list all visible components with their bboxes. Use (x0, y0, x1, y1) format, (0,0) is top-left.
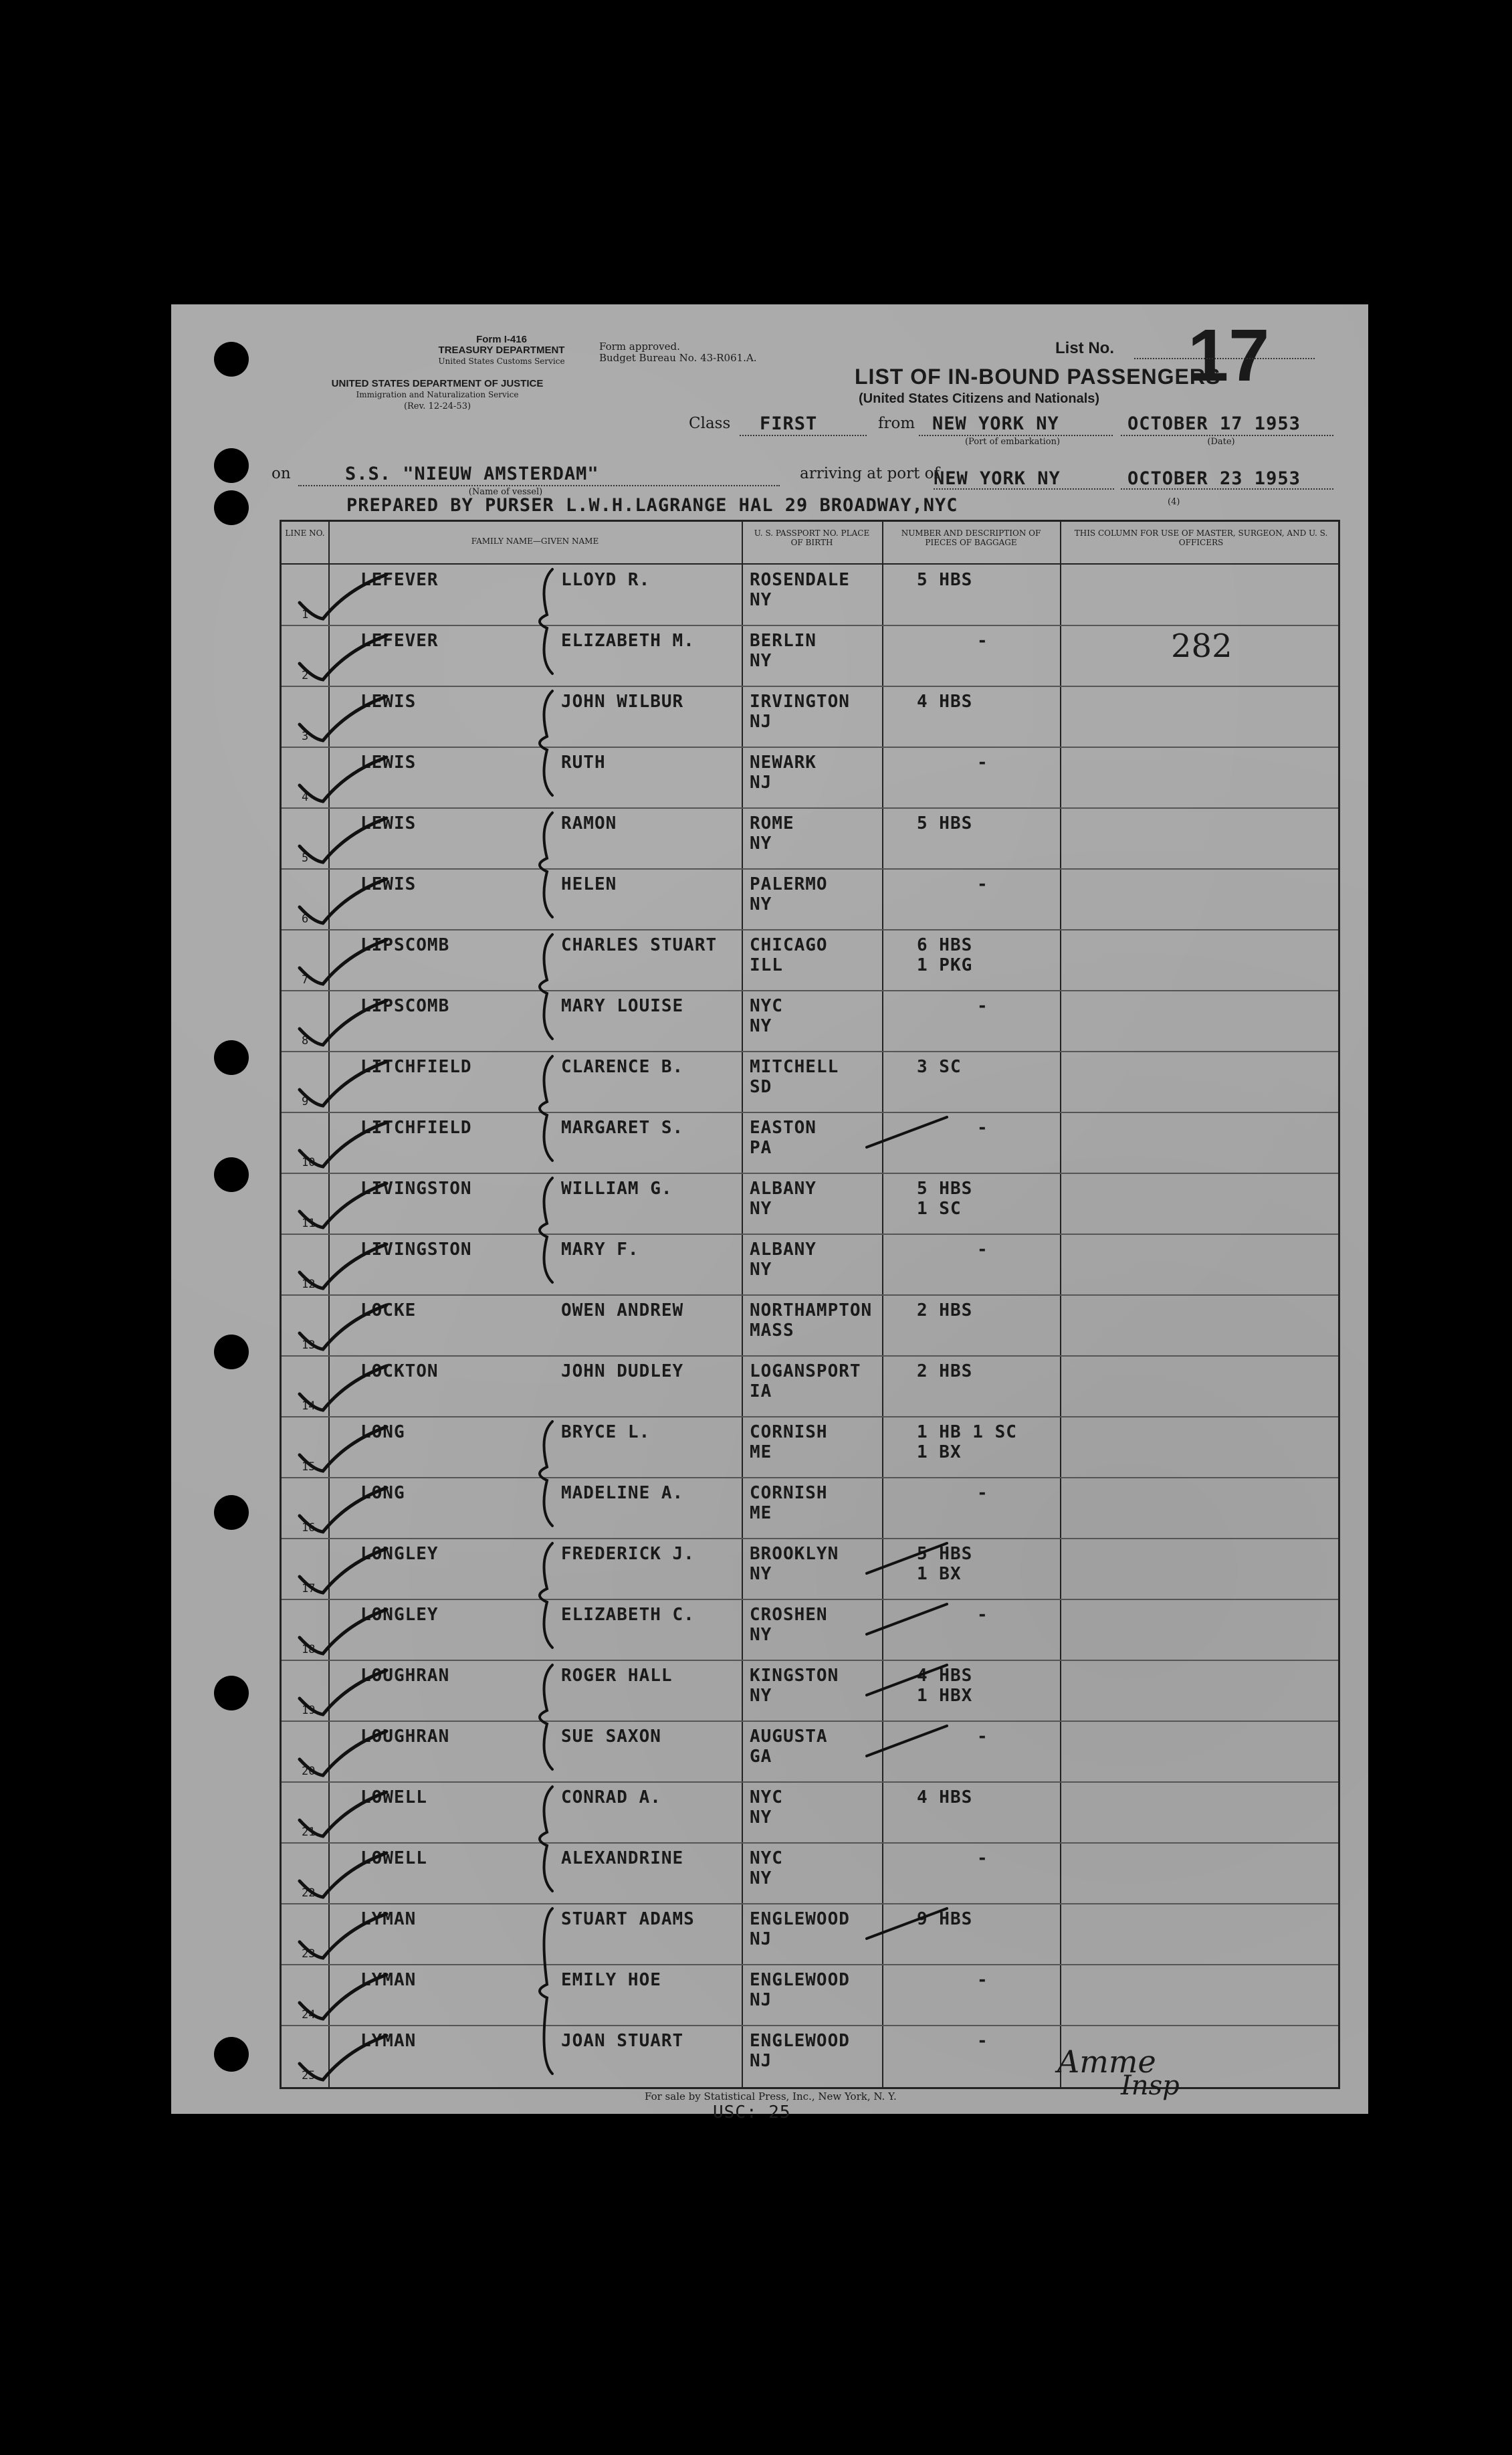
baggage: 9 HBS (917, 1909, 973, 1929)
birth-state: NY (750, 1625, 772, 1645)
given-name: RUTH (561, 753, 606, 773)
check-mark (300, 1062, 387, 1106)
check-mark (867, 1726, 947, 1756)
baggage: - (977, 1240, 988, 1260)
birth-place: NORTHAMPTON (750, 1300, 873, 1320)
given-name: JOAN STUART (561, 2031, 684, 2051)
given-name: MARGARET S. (561, 1118, 684, 1138)
check-mark (867, 1543, 947, 1573)
family-name: LEWIS (360, 813, 417, 833)
check-mark (300, 879, 387, 923)
birth-place: AUGUSTA (750, 1727, 828, 1747)
birth-state: NY (750, 833, 772, 854)
line-number: 22 (302, 1886, 316, 1900)
given-name: CHARLES STUART (561, 935, 718, 955)
family-name: LEWIS (360, 753, 417, 773)
given-name: OWEN ANDREW (561, 1300, 684, 1320)
check-mark (540, 813, 552, 917)
departure-date: OCTOBER 17 1953 (1127, 413, 1301, 434)
check-mark (300, 1122, 387, 1167)
birth-place: ENGLEWOOD (750, 1909, 850, 1929)
birth-state: NY (750, 1564, 772, 1584)
line-number: 23 (302, 1947, 316, 1961)
line-number: 6 (302, 912, 309, 926)
class-value: FIRST (760, 413, 818, 434)
family-name: LOCKTON (360, 1361, 439, 1381)
line-number: 19 (302, 1704, 316, 1717)
birth-state: NY (750, 1016, 772, 1036)
document-page (171, 304, 1368, 2123)
birth-place: CHICAGO (750, 935, 828, 955)
check-mark (300, 1305, 387, 1349)
baggage: - (977, 1970, 988, 1990)
birth-state: ME (750, 1442, 772, 1462)
printer-note: For sale by Statistical Press, Inc., New York, N. Y. (645, 2090, 897, 2102)
check-mark (300, 1488, 387, 1532)
customs-service: United States Customs Service (438, 357, 565, 366)
check-mark (300, 940, 387, 984)
baggage: 2 HBS (917, 1361, 973, 1381)
check-mark (300, 1244, 387, 1288)
birth-state: NJ (750, 2051, 772, 2071)
birth-place: LOGANSPORT (750, 1361, 861, 1381)
birth-state: NY (750, 1868, 772, 1888)
baggage: - (977, 2031, 988, 2051)
line-number: 21 (302, 1826, 316, 1839)
line-number: 16 (302, 1521, 316, 1535)
justice-dept: UNITED STATES DEPARTMENT OF JUSTICE (331, 378, 544, 389)
family-name: LONG (360, 1422, 405, 1442)
embark-caption: (Port of embarkation) (964, 437, 1061, 447)
family-name: LEWIS (360, 874, 417, 894)
given-name: MARY F. (561, 1240, 639, 1260)
birth-state: NY (750, 651, 772, 671)
note-mark: (4) (1168, 497, 1180, 507)
family-name: LEFEVER (360, 631, 439, 651)
baggage: 4 HBS (917, 1666, 973, 1686)
check-mark (867, 1604, 947, 1634)
line-number: 8 (302, 1034, 309, 1048)
birth-state: NY (750, 1260, 772, 1280)
line-number: 14 (302, 1399, 316, 1413)
check-mark (867, 1908, 947, 1939)
baggage-extra: 1 HBX (917, 1686, 973, 1706)
check-mark (300, 696, 387, 741)
baggage-extra: 1 PKG (917, 955, 973, 975)
birth-place: CORNISH (750, 1422, 828, 1442)
given-name: ELIZABETH M. (561, 631, 695, 651)
baggage-extra: 1 SC (917, 1199, 962, 1219)
check-mark (300, 1427, 387, 1471)
header-name: FAMILY NAME—GIVEN NAME (471, 536, 599, 546)
birth-state: NY (750, 1807, 772, 1828)
family-name: LOCKE (360, 1300, 417, 1320)
birth-place: ALBANY (750, 1240, 817, 1260)
on-label: on (272, 465, 291, 482)
birth-place: ENGLEWOOD (750, 1970, 850, 1990)
check-mark (300, 1609, 387, 1654)
family-name: LOUGHRAN (360, 1727, 450, 1747)
check-mark (300, 1792, 387, 1836)
check-mark (300, 575, 387, 619)
given-name: HELEN (561, 874, 617, 894)
baggage: 1 HB 1 SC (917, 1422, 1017, 1442)
family-name: LYMAN (360, 2031, 417, 2051)
baggage-extra: 1 BX (917, 1564, 962, 1584)
header-line-no: LINE NO. (285, 528, 325, 538)
baggage-extra: 1 BX (917, 1442, 962, 1462)
birth-place: NYC (750, 1848, 783, 1868)
family-name: LIVINGSTON (360, 1240, 472, 1260)
arrival-date: OCTOBER 23 1953 (1127, 468, 1301, 489)
birth-place: NYC (750, 1787, 783, 1807)
birth-place: PALERMO (750, 874, 828, 894)
line-number: 9 (302, 1095, 309, 1108)
family-name: LEWIS (360, 692, 417, 712)
baggage: - (977, 874, 988, 894)
family-name: LONGLEY (360, 1544, 439, 1564)
check-mark (300, 1731, 387, 1775)
baggage: - (977, 1483, 988, 1503)
line-number: 17 (302, 1582, 316, 1595)
check-mark (300, 1853, 387, 1897)
line-number: 25 (302, 2069, 316, 2082)
check-mark (300, 1670, 387, 1714)
birth-state: GA (750, 1747, 772, 1767)
family-name: LIVINGSTON (360, 1179, 472, 1199)
budget-bureau: Budget Bureau No. 43-R061.A. (599, 352, 757, 364)
birth-place: BROOKLYN (750, 1544, 839, 1564)
baggage: 6 HBS (917, 935, 973, 955)
given-name: JOHN DUDLEY (561, 1361, 684, 1381)
line-number: 10 (302, 1156, 316, 1169)
check-mark (300, 1366, 387, 1410)
birth-place: NEWARK (750, 753, 817, 773)
family-name: LYMAN (360, 1909, 417, 1929)
given-name: LLOYD R. (561, 570, 651, 590)
given-name: MADELINE A. (561, 1483, 684, 1503)
check-mark (540, 1787, 552, 1891)
line-number: 12 (302, 1278, 316, 1291)
given-name: ALEXANDRINE (561, 1848, 684, 1868)
birth-state: NJ (750, 1929, 772, 1949)
prepared-by: PREPARED BY PURSER L.W.H.LAGRANGE HAL 29 BROADWAY,NYC (346, 495, 958, 516)
birth-place: IRVINGTON (750, 692, 850, 712)
check-mark (540, 1056, 552, 1161)
line-number: 13 (302, 1339, 316, 1352)
check-mark (540, 935, 552, 1039)
family-name: LYMAN (360, 1970, 417, 1990)
handwritten-marks (171, 304, 1368, 2114)
baggage: - (977, 996, 988, 1016)
line-number: 20 (302, 1765, 316, 1778)
birth-state: NY (750, 1686, 772, 1706)
birth-place: NYC (750, 996, 783, 1016)
line-number: 2 (302, 669, 309, 682)
given-name: ELIZABETH C. (561, 1605, 695, 1625)
check-mark (300, 1549, 387, 1593)
baggage: - (977, 1848, 988, 1868)
birth-state: MASS (750, 1320, 794, 1341)
birth-state: NY (750, 590, 772, 610)
usc-stamp: USC: 25 (713, 2102, 791, 2123)
check-mark (867, 1665, 947, 1695)
check-mark (300, 2036, 387, 2080)
vessel-name: S.S. "NIEUW AMSTERDAM" (345, 464, 599, 484)
birth-place: ENGLEWOOD (750, 2031, 850, 2051)
date-caption: (Date) (1207, 437, 1235, 447)
baggage: - (977, 753, 988, 773)
list-number: 17 (1188, 314, 1270, 397)
check-mark (300, 757, 387, 801)
line-number: 18 (302, 1643, 316, 1656)
form-subtitle: (United States Citizens and Nationals) (859, 391, 1100, 406)
baggage: 5 HBS (917, 1544, 973, 1564)
birth-state: ILL (750, 955, 783, 975)
form-approved: Form approved. (599, 340, 680, 353)
birth-place: MITCHELL (750, 1057, 839, 1077)
check-mark (540, 1543, 552, 1648)
baggage: 4 HBS (917, 1787, 973, 1807)
family-name: LONG (360, 1483, 405, 1503)
line-number: 1 (302, 608, 309, 621)
line-number: 3 (302, 730, 309, 743)
revision: (Rev. 12-24-53) (403, 401, 471, 411)
check-mark (300, 1183, 387, 1228)
baggage: 2 HBS (917, 1300, 973, 1320)
family-name: LOWELL (360, 1848, 427, 1868)
check-mark (300, 1975, 387, 2019)
birth-place: ROSENDALE (750, 570, 850, 590)
line-number: 4 (302, 791, 309, 804)
family-name: LITCHFIELD (360, 1057, 472, 1077)
family-name: LITCHFIELD (360, 1118, 472, 1138)
baggage: - (977, 631, 988, 651)
birth-state: ME (750, 1503, 772, 1523)
given-name: FREDERICK J. (561, 1544, 695, 1564)
birth-place: CORNISH (750, 1483, 828, 1503)
birth-state: PA (750, 1138, 772, 1158)
check-mark (540, 691, 552, 795)
line-number: 24 (302, 2008, 316, 2022)
birth-state: NY (750, 1199, 772, 1219)
family-name: LEFEVER (360, 570, 439, 590)
arriving-label: arriving at port of (800, 465, 940, 482)
line-number: 5 (302, 852, 309, 865)
given-name: JOHN WILBUR (561, 692, 684, 712)
check-mark (540, 1178, 552, 1282)
check-mark (300, 635, 387, 680)
birth-place: BERLIN (750, 631, 817, 651)
given-name: CONRAD A. (561, 1787, 661, 1807)
baggage: 5 HBS (917, 813, 973, 833)
family-name: LIPSCOMB (360, 996, 450, 1016)
inspector-signature-2: Insp (1121, 2070, 1180, 2101)
given-name: MARY LOUISE (561, 996, 684, 1016)
birth-place: ROME (750, 813, 794, 833)
inspector-signature: Amme (1057, 2044, 1156, 2080)
check-mark (300, 1914, 387, 1958)
vessel-caption: (Name of vessel) (468, 487, 543, 497)
header-baggage: NUMBER AND DESCRIPTION OF PIECES OF BAGGAGE (901, 528, 1041, 547)
baggage: 4 HBS (917, 692, 973, 712)
treasury-dept: TREASURY DEPARTMENT (438, 345, 565, 356)
from-port: NEW YORK NY (932, 413, 1059, 434)
given-name: EMILY HOE (561, 1970, 661, 1990)
form-number: Form I-416 (476, 334, 527, 345)
birth-place: KINGSTON (750, 1666, 839, 1686)
line-number: 15 (302, 1460, 316, 1474)
family-name: LIPSCOMB (360, 935, 450, 955)
from-label: from (878, 415, 915, 432)
birth-state: IA (750, 1381, 772, 1401)
check-mark (540, 1665, 552, 1769)
baggage: 5 HBS (917, 570, 973, 590)
given-name: STUART ADAMS (561, 1909, 695, 1929)
family-name: LOUGHRAN (360, 1666, 450, 1686)
birth-state: NJ (750, 712, 772, 732)
baggage: - (977, 1118, 988, 1138)
given-name: RAMON (561, 813, 617, 833)
family-name: LONGLEY (360, 1605, 439, 1625)
check-mark (867, 1117, 947, 1147)
check-mark (540, 1908, 552, 2074)
baggage: - (977, 1605, 988, 1625)
officer-count: 282 (1171, 627, 1232, 665)
check-mark (300, 1001, 387, 1045)
birth-state: NY (750, 894, 772, 914)
arrival-port: NEW YORK NY (934, 468, 1061, 489)
immigration-service: Immigration and Naturalization Service (356, 390, 519, 399)
given-name: SUE SAXON (561, 1727, 661, 1747)
baggage: - (977, 1727, 988, 1747)
check-mark (540, 1421, 552, 1526)
family-name: LOWELL (360, 1787, 427, 1807)
header-officers: THIS COLUMN FOR USE OF MASTER, SURGEON, AND U. S. OFFICERS (1074, 528, 1328, 547)
check-mark (300, 818, 387, 862)
birth-place: EASTON (750, 1118, 817, 1138)
header-passport: U. S. PASSPORT NO. PLACE OF BIRTH (754, 528, 870, 547)
list-number-label: List No. (1055, 339, 1114, 357)
given-name: CLARENCE B. (561, 1057, 684, 1077)
given-name: ROGER HALL (561, 1666, 673, 1686)
line-number: 11 (302, 1217, 316, 1230)
birth-state: NJ (750, 773, 772, 793)
birth-state: NJ (750, 1990, 772, 2010)
baggage: 5 HBS (917, 1179, 973, 1199)
given-name: WILLIAM G. (561, 1179, 673, 1199)
birth-place: CROSHEN (750, 1605, 828, 1625)
form-title: LIST OF IN-BOUND PASSENGERS (855, 365, 1221, 389)
line-number: 7 (302, 973, 309, 987)
given-name: BRYCE L. (561, 1422, 651, 1442)
check-mark (540, 569, 552, 674)
birth-state: SD (750, 1077, 772, 1097)
baggage: 3 SC (917, 1057, 962, 1077)
birth-place: ALBANY (750, 1179, 817, 1199)
class-label: Class (689, 415, 731, 432)
